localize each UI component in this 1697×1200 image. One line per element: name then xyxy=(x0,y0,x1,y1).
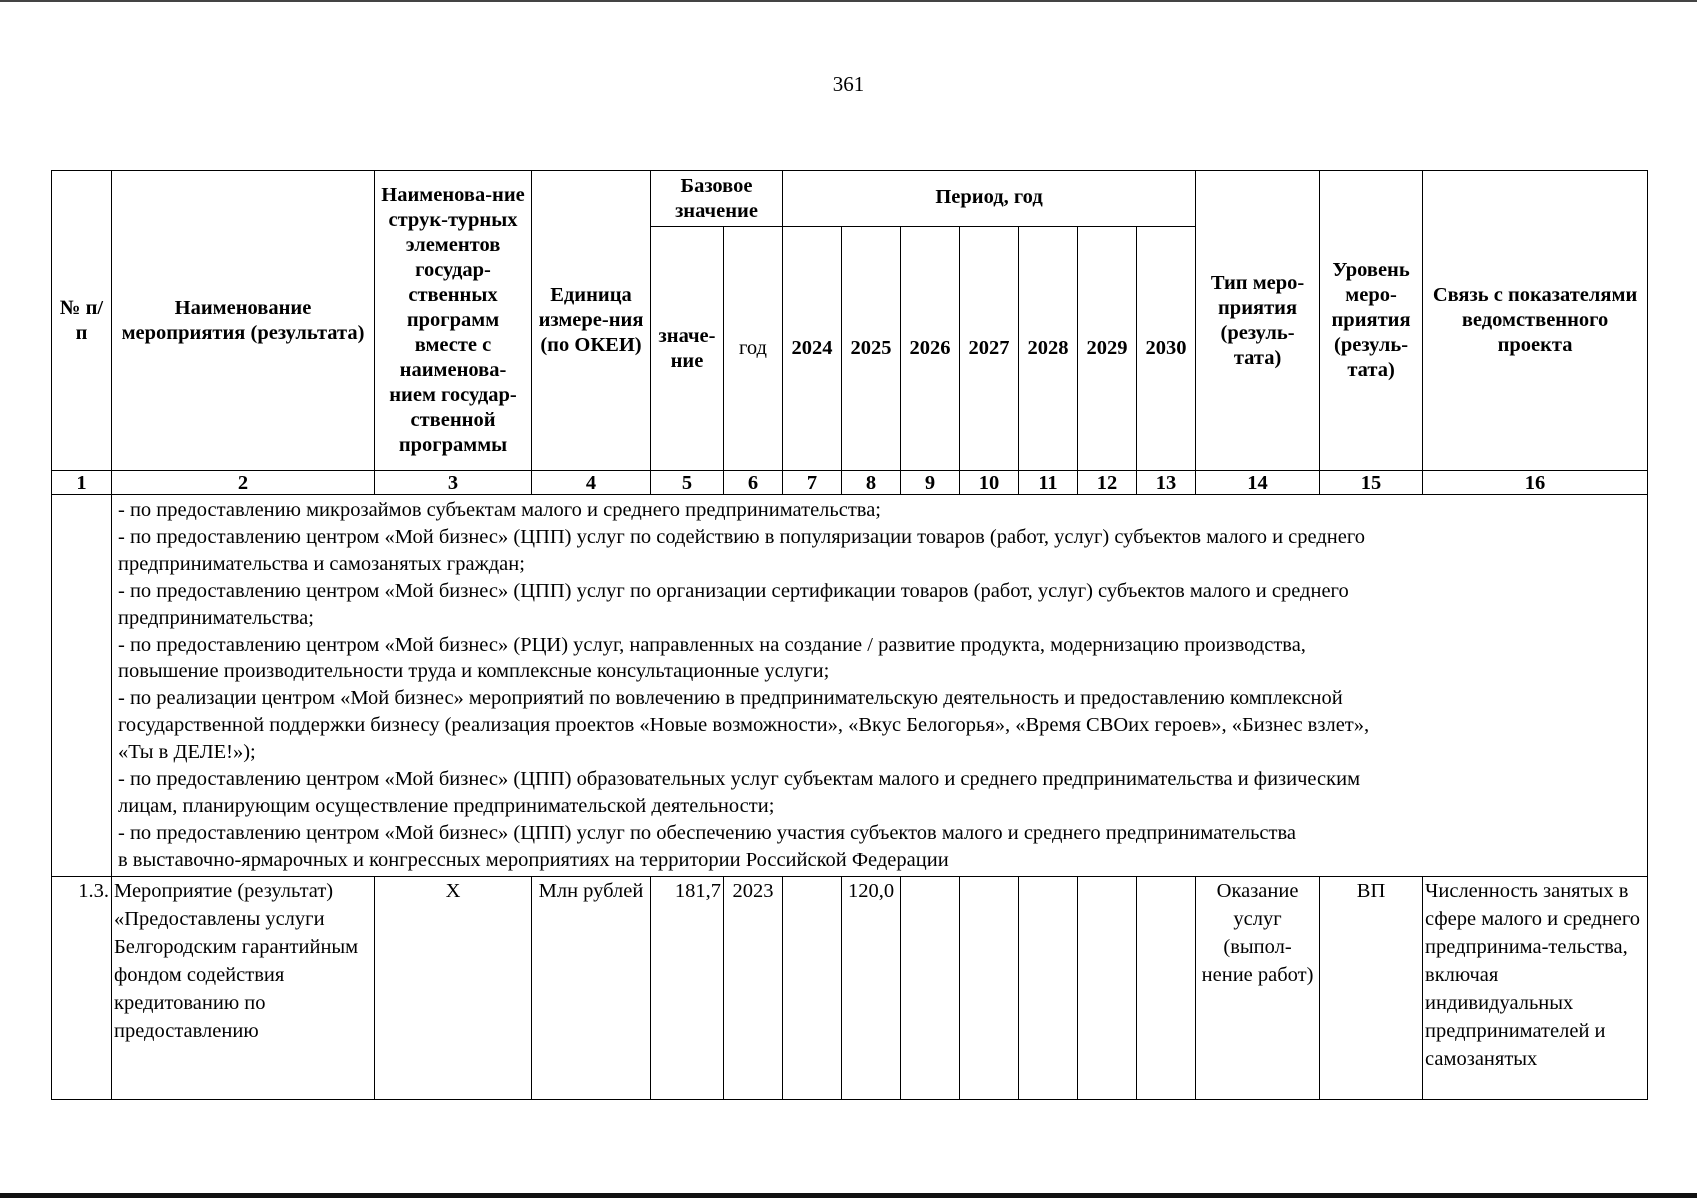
header-year-2025: 2025 xyxy=(842,227,901,471)
row-value-2030 xyxy=(1137,876,1196,1099)
column-number: 16 xyxy=(1423,471,1648,495)
row-type: Оказание услуг (выпол-нение работ) xyxy=(1196,876,1320,1099)
column-number: 10 xyxy=(960,471,1019,495)
column-number: 8 xyxy=(842,471,901,495)
description-cell xyxy=(112,495,1648,877)
row-base-year: 2023 xyxy=(724,876,783,1099)
header-type: Тип меро-приятия (резуль-тата) xyxy=(1196,171,1320,471)
header-year-2026: 2026 xyxy=(901,227,960,471)
header-structural: Наименова-ние струк-турных элементов государ-ственных программ вместе с наименова-нием государ-ственной программы xyxy=(375,171,532,471)
header-level: Уровень меро-приятия (резуль-тата) xyxy=(1320,171,1423,471)
description-line: - по предоставлению центром «Мой бизнес» (ЦПП) услуг по содействию в популяризации товаров (работ, услуг) субъектов малого и среднего xyxy=(118,525,1365,548)
row-name: Мероприятие (результат) «Предоставлены услуги Белгородским гарантийным фондом содействия кредитованию по предоставлению xyxy=(112,876,375,1099)
column-number: 15 xyxy=(1320,471,1423,495)
column-number: 7 xyxy=(783,471,842,495)
column-number: 6 xyxy=(724,471,783,495)
header-period: Период, год xyxy=(783,171,1196,227)
description-line: предпринимательства и самозанятых граждан; xyxy=(118,552,525,575)
table-row xyxy=(52,876,1648,1099)
header-year-2028: 2028 xyxy=(1019,227,1078,471)
row-level: ВП xyxy=(1320,876,1423,1099)
row-value-2029 xyxy=(1078,876,1137,1099)
column-number: 3 xyxy=(375,471,532,495)
row-structural: X xyxy=(375,876,532,1099)
row-base-value: 181,7 xyxy=(651,876,724,1099)
description-line: - по реализации центром «Мой бизнес» мероприятий по вовлечению в предпринимательскую деятельность и предоставлению комплексной xyxy=(118,687,1343,710)
header-year-2024: 2024 xyxy=(783,227,842,471)
row-link: Численность занятых в сфере малого и среднего предпринима-тельства, включая индивидуальных предпринимателей и самозанятых xyxy=(1423,876,1648,1099)
column-number: 11 xyxy=(1019,471,1078,495)
column-number: 9 xyxy=(901,471,960,495)
header-year-2030: 2030 xyxy=(1137,227,1196,471)
description-line: в выставочно-ярмарочных и конгрессных мероприятиях на территории Российской Федерации xyxy=(118,848,949,871)
description-line: - по предоставлению центром «Мой бизнес» (ЦПП) услуг по обеспечению участия субъектов малого и среднего предпринимательства xyxy=(118,821,1296,844)
description-row xyxy=(52,495,1648,877)
description-line: лицам, планирующим осуществление предпринимательской деятельности; xyxy=(118,794,775,817)
description-line: государственной поддержки бизнесу (реализация проектов «Новые возможности», «Вкус Белогорья», «Время СВОих героев», «Бизнес взлет», xyxy=(118,714,1370,737)
description-line: повышение производительности труда и комплексные консультационные услуги; xyxy=(118,660,830,683)
description-line: - по предоставлению центром «Мой бизнес» (ЦПП) образовательных услуг субъектам малого и среднего предпринимательства и физическим xyxy=(118,768,1361,791)
header-base: Базовое значение xyxy=(651,171,783,227)
page-number: 361 xyxy=(832,72,865,96)
row-value-2027 xyxy=(960,876,1019,1099)
header-unit: Единица измере-ния (по ОКЕИ) xyxy=(532,171,651,471)
column-number: 2 xyxy=(112,471,375,495)
row-value-2028 xyxy=(1019,876,1078,1099)
header-year-2029: 2029 xyxy=(1078,227,1137,471)
header-link: Связь с показателями ведомственного проекта xyxy=(1423,171,1648,471)
header-name: Наименование мероприятия (результата) xyxy=(112,171,375,471)
row-value-2026 xyxy=(901,876,960,1099)
top-border-line xyxy=(0,0,1697,2)
row-num: 1.3. xyxy=(52,876,112,1099)
description-line: предпринимательства; xyxy=(118,606,314,629)
column-number: 5 xyxy=(651,471,724,495)
header-num: № п/п xyxy=(52,171,112,471)
description-line: - по предоставлению микрозаймов субъектам малого и среднего предпринимательства; xyxy=(118,499,882,521)
row-value-2025: 120,0 xyxy=(842,876,901,1099)
row-unit: Млн рублей xyxy=(532,876,651,1099)
description-line: - по предоставлению центром «Мой бизнес» (РЦИ) услуг, направленных на создание / развитие продукта, модернизацию производства, xyxy=(118,633,1306,656)
bottom-border-line xyxy=(0,1193,1697,1198)
column-number: 12 xyxy=(1078,471,1137,495)
row-value-2024 xyxy=(783,876,842,1099)
program-table xyxy=(51,170,1648,1100)
description-line: «Ты в ДЕЛЕ!»); xyxy=(118,741,256,764)
column-number: 1 xyxy=(52,471,112,495)
column-numbers-row xyxy=(52,471,1648,495)
header-year-2027: 2027 xyxy=(960,227,1019,471)
description-empty-cell xyxy=(52,495,112,877)
header-base-value: значе-ние xyxy=(651,227,724,471)
header-base-year: год xyxy=(724,227,783,471)
column-number: 4 xyxy=(532,471,651,495)
column-number: 14 xyxy=(1196,471,1320,495)
column-number: 13 xyxy=(1137,471,1196,495)
description-line: - по предоставлению центром «Мой бизнес» (ЦПП) услуг по организации сертификации товаров (работ, услуг) субъектов малого и среднего xyxy=(118,579,1349,602)
